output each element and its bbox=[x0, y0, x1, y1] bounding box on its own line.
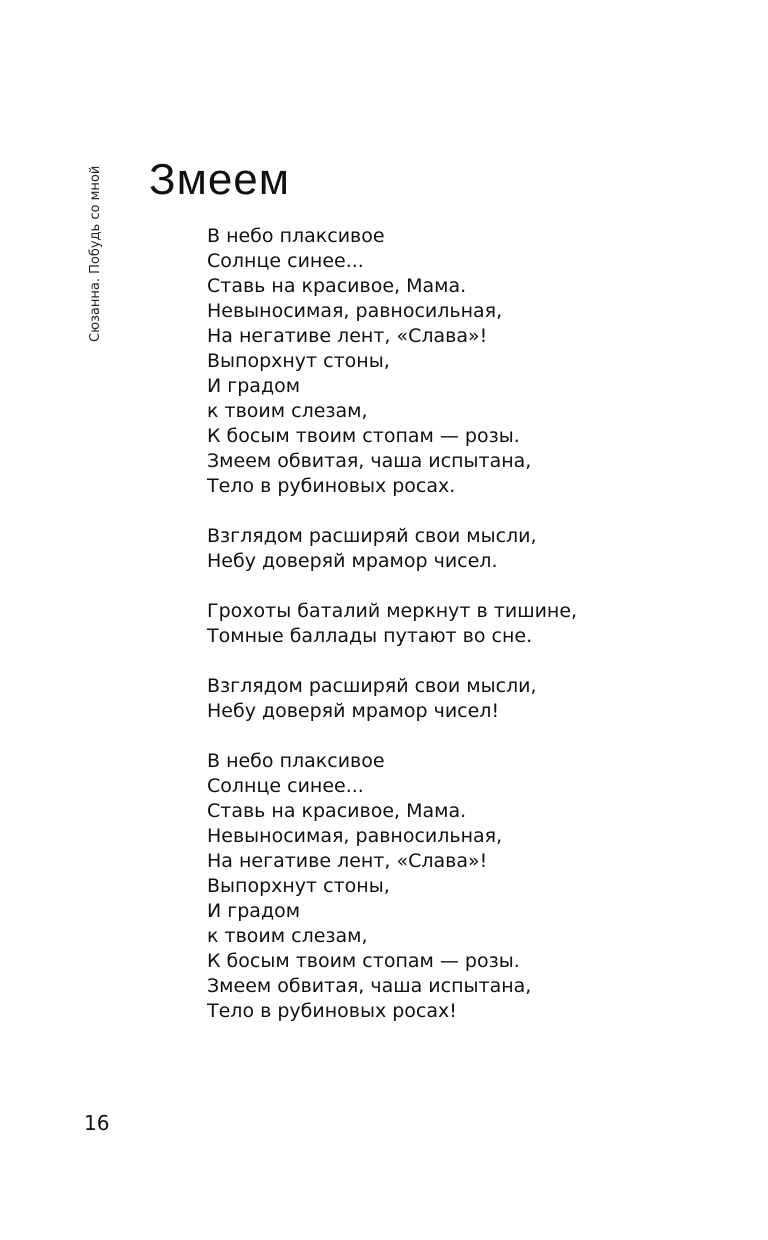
poem-line: Змеем обвитая, чаша испытана, bbox=[207, 975, 532, 997]
poem-line: Выпорхнут стоны, bbox=[207, 350, 390, 372]
poem-line: Змеем обвитая, чаша испытана, bbox=[207, 450, 532, 472]
poem-line: К босым твоим стопам — розы. bbox=[207, 425, 520, 447]
poem-line: Томные баллады путают во сне. bbox=[207, 625, 533, 647]
poem-line: Тело в рубиновых росах. bbox=[207, 475, 456, 497]
poem-line: Грохоты баталий меркнут в тишине, bbox=[207, 600, 578, 622]
poem-line: Солнце синее... bbox=[207, 250, 364, 272]
poem-line: В небо плаксивое bbox=[207, 750, 385, 772]
poem-line: Взглядом расширяй свои мысли, bbox=[207, 675, 537, 697]
poem-line: Тело в рубиновых росах! bbox=[207, 1000, 457, 1022]
poem-line: На негативе лент, «Слава»! bbox=[207, 325, 488, 347]
page-number: 16 bbox=[84, 1111, 110, 1135]
stanza-5 bbox=[207, 749, 727, 1024]
poem-line: Ставь на красивое, Мама. bbox=[207, 275, 467, 297]
poem-line: Взглядом расширяй свои мысли, bbox=[207, 525, 537, 547]
poem-line: к твоим слезам, bbox=[207, 925, 368, 947]
poem-line: Солнце синее... bbox=[207, 775, 364, 797]
poem-title: Змеем bbox=[149, 155, 291, 204]
poem-line: Невыносимая, равносильная, bbox=[207, 300, 503, 322]
poem-line: И градом bbox=[207, 900, 301, 922]
poem-line: На негативе лент, «Слава»! bbox=[207, 850, 488, 872]
poem-line: И градом bbox=[207, 375, 301, 397]
running-header-text: Сюзанна. Побудь со мной bbox=[88, 165, 103, 342]
poem-line: Выпорхнут стоны, bbox=[207, 875, 390, 897]
poem-line: К босым твоим стопам — розы. bbox=[207, 950, 520, 972]
stanza-1 bbox=[207, 224, 727, 499]
poem-body bbox=[207, 224, 727, 1049]
stanza-3 bbox=[207, 599, 727, 649]
poem-line: Невыносимая, равносильная, bbox=[207, 825, 503, 847]
poem-line: к твоим слезам, bbox=[207, 400, 368, 422]
stanza-2 bbox=[207, 524, 727, 574]
running-header bbox=[86, 150, 106, 350]
poem-line: Небу доверяй мрамор чисел! bbox=[207, 700, 500, 722]
poem-line: В небо плаксивое bbox=[207, 225, 385, 247]
poem-line: Ставь на красивое, Мама. bbox=[207, 800, 467, 822]
stanza-4 bbox=[207, 674, 727, 724]
poem-line: Небу доверяй мрамор чисел. bbox=[207, 550, 498, 572]
